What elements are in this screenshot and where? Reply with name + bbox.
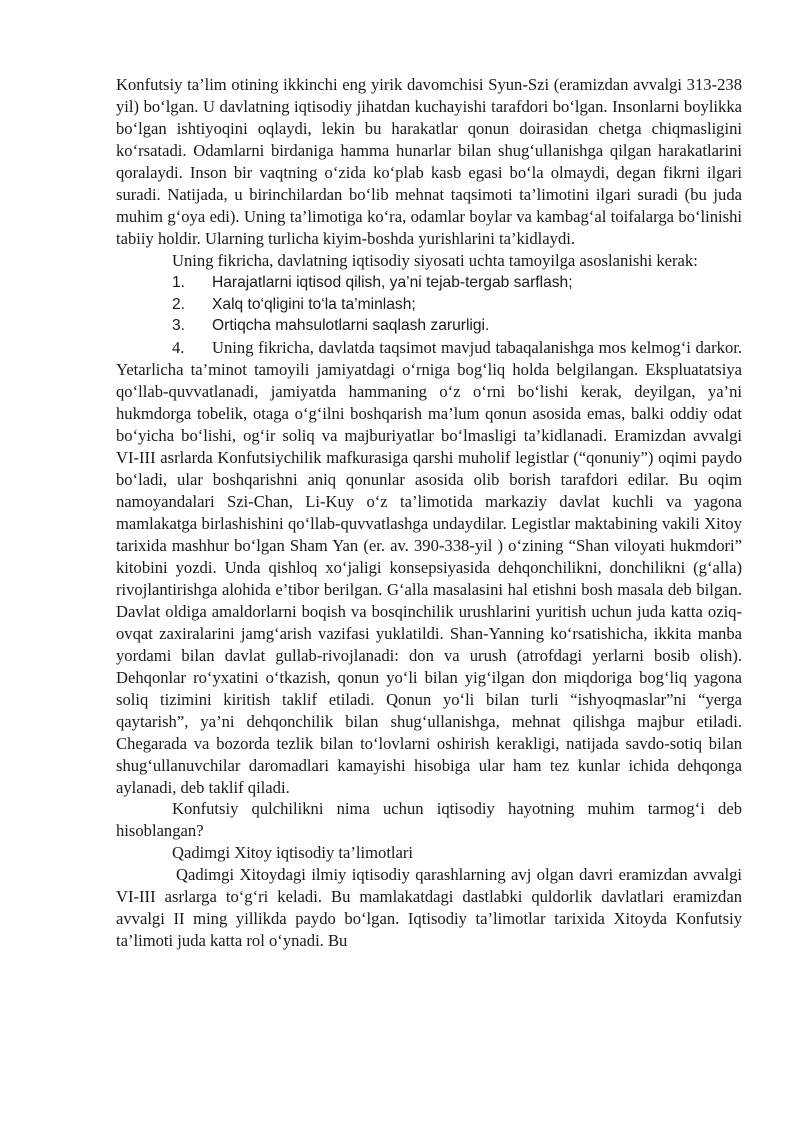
paragraph-legists bbox=[116, 337, 742, 798]
list-number: 3. bbox=[172, 317, 186, 335]
question-text: Konfutsiy qulchilikni nima uchun iqtisodiy hayotning muhim tarmog‘i deb hisoblangan? bbox=[116, 799, 742, 841]
list-text: Harajatlarni iqtisod qilish, ya’ni tejab-tergab sarflash; bbox=[212, 273, 573, 291]
list-text: Ortiqcha mahsulotlarni saqlash zarurligi. bbox=[212, 317, 490, 335]
paragraph-policy-principles: Uning fikricha, davlatning iqtisodiy siyosati uchta tamoyilga asoslanishi kerak: bbox=[172, 250, 698, 270]
list-number: 2. bbox=[172, 295, 186, 313]
list-item bbox=[116, 272, 742, 294]
list-text: Xalq to‘qligini to‘la ta’minlash; bbox=[212, 295, 416, 313]
section-heading: Qadimgi Xitoy iqtisodiy ta’limotlari bbox=[172, 843, 414, 863]
document-page bbox=[116, 74, 742, 952]
list-number: 4. bbox=[172, 338, 185, 358]
paragraph-ancient-china: Qadimgi Xitoydagi ilmiy iqtisodiy qarashlarning avj olgan davri eramizdan avvalgi VI-III asrlarga to‘g‘ri keladi. Bu mamlakatdagi dastlabki quldorlik davlatlari eramizdan avvalgi II ming yillikda paydo bo‘lgan. Iqtisodiy ta’limotlar tarixida Xitoyda Konfutsiy ta’limoti juda katta rol o‘ynadi. Bu bbox=[116, 865, 742, 951]
list-item bbox=[116, 315, 742, 337]
paragraph-syun-szi: Konfutsiy ta’lim otining ikkinchi eng yirik davomchisi Syun-Szi (eramizdan avvalgi 313-238 yil) bo‘lgan. U davlatning iqtisodiy jihatdan kuchayishi tarafdori bo‘lgan. Insonlarni boylikka bo‘lgan ishtiyoqini oqlaydi, lekin bu harakatlar qonun doirasidan chetga chiqmasligini ko‘rsatadi. Odamlarni birdaniga hamma hunarlar bilan shug‘ullanishga qilgan harakatlarini qoralaydi. Inson bir vaqtning o‘zida ko‘plab kasb egasi bo‘la olmaydi, degan fikrni ilgari suradi. Natijada, u birinchilardan bo‘lib mehnat taqsimoti ta’limotini ilgari suradi (bu juda muhim g‘oya edi). Uning ta’limotiga ko‘ra, odamlar boylar va kambag‘al toifalarga bo‘linishi tabiiy holdir. Ularning turlicha kiyim-boshda yurishlarini ta’kidlaydi. bbox=[116, 75, 742, 248]
list-number: 1. bbox=[172, 273, 186, 291]
list-item bbox=[116, 294, 742, 316]
paragraph-legists-text: Uning fikricha, davlatda taqsimot mavjud tabaqalanishga mos kelmog‘i darkor. Yetarlicha ta’minot tamoyili jamiyatdagi o‘rniga bog‘liq holda belgilangan. Ekspluatatsiya qo‘llab-quvvatlanadi, jamiyatda hammaning o‘z o‘rni bo‘lishi kerak, deyilgan, ya’ni hukmdorga tobelik, otaga o‘g‘ilni boshqarish ma’lum qonun asosida emas, balki oddiy odat bo‘yicha bo‘lishi, og‘ir soliq va majburiyatlar bo‘lmasligi ta’kidlanadi. Eramizdan avvalgi VI-III asrlarda Konfutsiychilik mafkurasiga qarshi muholif legistlar (“qonuniy”) oqimi paydo bo‘ladi, ular boshqarishni aniq qonunlar asosida olib borish tarafdori edilar. Bu oqim namoyandalari Szi-Chan, Li-Kuy o‘z ta’limotida markaziy davlat kuchli va yagona mamlakatga birlashishini qo‘llab-quvvatlashga undaydilar. Legistlar maktabining vakili Xitoy tarixida mashhur bo‘lgan Sham Yan (er. av. 390-338-yil ) o‘zining “Shan viloyati hukmdori” kitobini yozdi. Unda qishloq xo‘jaligi konsepsiyasida dehqonchilikni, donchilikni (g‘alla) rivojlantirishga alohida e’tibor berilgan. G‘alla masalasini hal etishni bosh masala deb bilgan. Davlat oldiga amaldorlarni boqish va bosqinchilik urushlarini yuritish uchun juda katta oziq-ovqat zaxiralarini jamg‘arish vazifasi yuklatildi. Shan-Yanning ko‘rsatishicha, ikkita manba yordami bilan davlat gullab-rivojlanadi: don va urush (atrofdagi yerlarni bosib olish). Dehqonlar ro‘yxatini o‘tkazish, qonun yo‘li bilan yig‘ilgan don miqdoriga bog‘liq yagona soliq tizimini kiritish taklif etiladi. Qonun yo‘li bilan turli “ishyoqmaslar”ni “yerga qaytarish”, ya’ni dehqonchilik bilan shug‘ullanishga, mehnat qilishga majbur etiladi. Chegarada va bozorda tezlik bilan to‘lovlarni oshirish kerakligi, natijada savdo-sotiq bilan shug‘ullanuvchilar daromadlari kamayishi hisobiga ular ham tez kunlar ichida dehqonga aylanadi, deb taklif qiladi. bbox=[116, 338, 742, 797]
